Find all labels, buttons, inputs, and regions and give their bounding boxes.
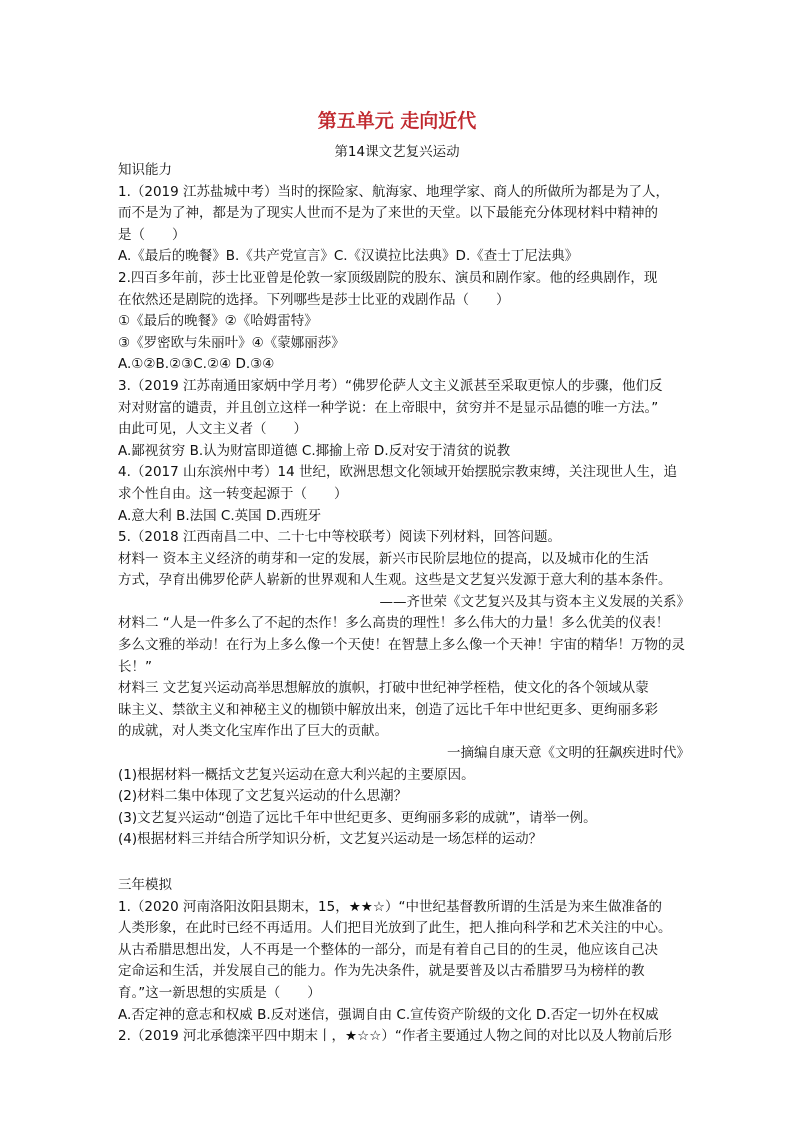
text-line: ③《罗密欧与朱丽叶》④《蒙娜丽莎》 xyxy=(118,334,345,351)
text-line: 材料二 “人是一件多么了不起的杰作！多么高贵的理性！多么伟大的力量！多么优美的仪表！ xyxy=(118,615,670,632)
text-line: 材料一 资本主义经济的萌芽和一定的发展，新兴市民阶层地位的提高，以及城市化的生活 xyxy=(118,550,649,567)
text-line: ①《最后的晚餐》②《哈姆雷特》 xyxy=(118,313,318,330)
question-item: (1)根据材料一概括文艺复兴运动在意大利兴起的主要原因。 xyxy=(118,766,475,783)
text-line: 昧主义、禁欲主义和神秘主义的枷锁中解放出来，创造了远比千年中世纪更多、更绚丽多彩 xyxy=(118,701,658,718)
question-list xyxy=(118,765,690,851)
question-item: (3)文艺复兴运动“创造了远比千年中世纪更多、更绚丽多彩的成就”，请举一例。 xyxy=(118,809,597,826)
question-item: (2)材料二集中体现了文艺复兴运动的什么思潮？ xyxy=(118,788,408,805)
section1-materials xyxy=(118,613,690,743)
text-line: A.鄙视贫穷 B.认为财富即道德 C.揶揄上帝 D.反对安于清贫的说教 xyxy=(118,442,511,459)
text-line: 1.（2019 江苏盐城中考）当时的探险家、航海家、地理学家、商人的所做所为都是为了人， xyxy=(118,183,670,200)
text-line: 人类形象，在此时已经不再适用。人们把目光放到了此生，把人推向科学和艺术关注的中心。 xyxy=(118,920,672,937)
source-citation: ——齐世荣《文艺复兴及其与资本主义发展的关系》 xyxy=(379,593,690,610)
text-line: 方式，孕育出佛罗伦萨人崭新的世界观和人生观。这些是文艺复兴发源于意大利的基本条件。 xyxy=(118,572,672,589)
document-body xyxy=(118,160,690,1048)
section-spacer xyxy=(118,851,690,875)
text-line: 是（ ） xyxy=(118,226,186,243)
text-line: 定命运和生活，并发展自己的能力。作为先决条件，就是要普及以古希腊罗马为榜样的教 xyxy=(118,963,645,980)
text-line: 而不是为了神，都是为了现实人世而不是为了来世的天堂。以下最能充分体现材料中精神的 xyxy=(118,205,658,222)
text-line: A.意大利 B.法国 C.英国 D.西班牙 xyxy=(118,507,322,524)
lesson-title: 第14课文艺复兴运动 xyxy=(334,144,460,160)
text-line: 求个性自由。这一转变起源于（ ） xyxy=(118,485,348,502)
text-line: 2.（2019 河北承德滦平四中期末丨，★☆☆）“作者主要通过人物之间的对比以及人物前后形 xyxy=(118,1028,672,1045)
text-line: 2.四百多年前，莎士比亚曾是伦敦一家顶级剧院的股东、演员和剧作家。他的经典剧作，现 xyxy=(118,269,658,286)
text-line: 3.（2019 江苏南通田家炳中学月考）“佛罗伦萨人文主义派甚至采取更惊人的步骤，他们反 xyxy=(118,377,663,394)
text-line: 在依然还是剧院的选择。下列哪些是莎士比亚的戏剧作品（ ） xyxy=(118,291,510,308)
text-line: A.①②B.②③C.②④ D.③④ xyxy=(118,356,275,373)
text-line: 的成就，对人类文化宝库作出了巨大的贡献。 xyxy=(118,723,388,740)
text-line: 5.（2018 江西南昌二中、二十七中等校联考）阅读下列材料，回答问题。 xyxy=(118,529,562,546)
section-heading: 知识能力 xyxy=(118,162,172,178)
text-line: 材料三 文艺复兴运动高举思想解放的旗帜，打破中世纪神学桎梏，使文化的各个领域从蒙 xyxy=(118,680,649,697)
text-line: 对对财富的谴责，并且创立这样一种学说：在上帝眼中，贫穷并不是显示品德的唯一方法。” xyxy=(118,399,659,416)
text-line: A.否定神的意志和权威 B.反对迷信，强调自由 C.宣传资产阶级的文化 D.否定一切外在权威 xyxy=(118,1006,659,1023)
text-line: 多么文雅的举动！在行为上多么像一个天使！在智慧上多么像一个天神！宇宙的精华！万物的灵 xyxy=(118,637,685,654)
text-line: 长！” xyxy=(118,658,152,675)
text-line: 育。”这一新思想的实质是（ ） xyxy=(118,984,321,1001)
text-line: A.《最后的晚餐》B.《共产党宣言》C.《汉谟拉比法典》D.《查士丁尼法典》 xyxy=(118,248,579,265)
section-heading: 三年模拟 xyxy=(118,877,172,893)
unit-title: 第五单元 走向近代 xyxy=(317,110,477,132)
text-line: 由此可见，人文主义者（ ） xyxy=(118,421,307,438)
section2-lines xyxy=(118,897,690,1048)
question-item: (4)根据材料三并结合所学知识分析，文艺复兴运动是一场怎样的运动？ xyxy=(118,831,543,848)
source-citation: 一摘编自康天意《文明的狂飙疾进时代》 xyxy=(447,745,690,762)
text-line: 从古希腊思想出发，人不再是一个整体的一部分，而是有着自己目的的生灵，他应该自己决 xyxy=(118,941,658,958)
text-line: 4.（2017 山东滨州中考）14 世纪，欧洲思想文化领域开始摆脱宗教束缚，关注现世人生，追 xyxy=(118,464,677,481)
section1-lines xyxy=(118,182,690,592)
text-line: 1.（2020 河南洛阳汝阳县期末，15，★★☆）“中世纪基督教所谓的生活是为来生做准备的 xyxy=(118,898,663,915)
